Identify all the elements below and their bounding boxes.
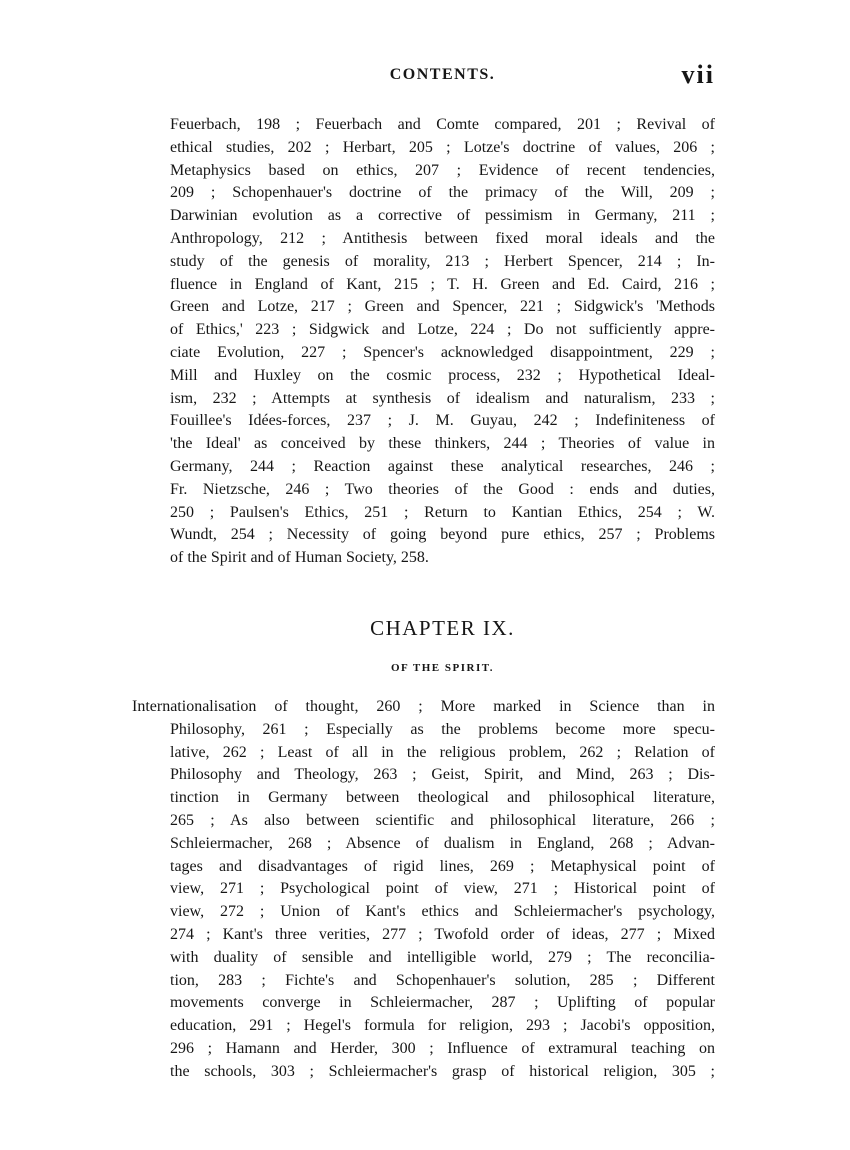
page-number: vii bbox=[681, 60, 715, 89]
text-line: movements converge in Schleiermacher, 287 ; Uplifting of popular bbox=[170, 994, 715, 1012]
running-head: CONTENTS. bbox=[389, 66, 496, 83]
text-line: 'the Ideal' as conceived by these thinkers, 244 ; Theories of value in bbox=[170, 435, 715, 453]
text-line: tages and disadvantages of rigid lines, 269 ; Metaphysical point of bbox=[170, 857, 715, 875]
chapter-subtitle: OF THE SPIRIT. bbox=[390, 662, 494, 674]
text-line: Anthropology, 212 ; Antithesis between fixed moral ideals and the bbox=[170, 229, 715, 247]
text-line: tion, 283 ; Fichte's and Schopenhauer's solution, 285 ; Different bbox=[170, 971, 715, 989]
text-line: Green and Lotze, 217 ; Green and Spencer, 221 ; Sidgwick's 'Methods bbox=[170, 298, 715, 316]
text-line: lative, 262 ; Least of all in the religious problem, 262 ; Relation of bbox=[170, 743, 715, 761]
text-line: ciate Evolution, 227 ; Spencer's acknowledged disappointment, 229 ; bbox=[170, 343, 715, 361]
text-line: ism, 232 ; Attempts at synthesis of idealism and naturalism, 233 ; bbox=[170, 389, 715, 407]
chapter-heading: CHAPTER IX. bbox=[370, 616, 515, 640]
chapter-contents-paragraph bbox=[132, 696, 715, 1084]
text-line: the schools, 303 ; Schleiermacher's grasp of historical religion, 305 ; bbox=[170, 1062, 715, 1080]
text-line: 250 ; Paulsen's Ethics, 251 ; Return to Kantian Ethics, 254 ; W. bbox=[170, 503, 715, 521]
text-line: view, 272 ; Union of Kant's ethics and Schleiermacher's psychology, bbox=[170, 903, 715, 921]
text-line: Internationalisation of thought, 260 ; More marked in Science than in bbox=[132, 698, 715, 715]
text-line: education, 291 ; Hegel's formula for religion, 293 ; Jacobi's opposition, bbox=[170, 1017, 715, 1035]
text-line: Fouillee's Idées-forces, 237 ; J. M. Guyau, 242 ; Indefiniteness of bbox=[170, 412, 715, 430]
text-line: Mill and Huxley on the cosmic process, 232 ; Hypothetical Ideal- bbox=[170, 366, 715, 384]
text-line: 274 ; Kant's three verities, 277 ; Twofold order of ideas, 277 ; Mixed bbox=[170, 925, 715, 943]
text-line: Metaphysics based on ethics, 207 ; Evidence of recent tendencies, bbox=[170, 161, 715, 179]
text-line: 296 ; Hamann and Herder, 300 ; Influence of extramural teaching on bbox=[170, 1039, 715, 1057]
text-line: with duality of sensible and intelligible world, 279 ; The reconcilia- bbox=[170, 948, 715, 966]
text-line: Philosophy and Theology, 263 ; Geist, Spirit, and Mind, 263 ; Dis- bbox=[170, 766, 715, 784]
text-line: of Ethics,' 223 ; Sidgwick and Lotze, 224 ; Do not sufficiently appre- bbox=[170, 321, 715, 339]
text-line: Wundt, 254 ; Necessity of going beyond pure ethics, 257 ; Problems bbox=[170, 526, 715, 544]
text-line: of the Spirit and of Human Society, 258. bbox=[170, 549, 429, 567]
page-header bbox=[170, 60, 715, 96]
text-line: view, 271 ; Psychological point of view, 271 ; Historical point of bbox=[170, 880, 715, 898]
text-line: 265 ; As also between scientific and philosophical literature, 266 ; bbox=[170, 811, 715, 829]
text-line: Darwinian evolution as a corrective of pessimism in Germany, 211 ; bbox=[170, 207, 715, 225]
text-line: 209 ; Schopenhauer's doctrine of the primacy of the Will, 209 ; bbox=[170, 184, 715, 202]
text-line: Germany, 244 ; Reaction against these analytical researches, 246 ; bbox=[170, 457, 715, 475]
text-line: Philosophy, 261 ; Especially as the problems become more specu- bbox=[170, 720, 715, 738]
text-line: tinction in Germany between theological and philosophical literature, bbox=[170, 789, 715, 807]
text-line: study of the genesis of morality, 213 ; Herbert Spencer, 214 ; In- bbox=[170, 252, 715, 270]
text-line: Feuerbach, 198 ; Feuerbach and Comte compared, 201 ; Revival of bbox=[170, 116, 715, 133]
continuation-paragraph bbox=[170, 114, 715, 570]
text-line: Fr. Nietzsche, 246 ; Two theories of the Good : ends and duties, bbox=[170, 480, 715, 498]
text-line: Schleiermacher, 268 ; Absence of dualism in England, 268 ; Advan- bbox=[170, 834, 715, 852]
text-line: fluence in England of Kant, 215 ; T. H. Green and Ed. Caird, 216 ; bbox=[170, 275, 715, 293]
text-line: ethical studies, 202 ; Herbart, 205 ; Lotze's doctrine of values, 206 ; bbox=[170, 138, 715, 156]
